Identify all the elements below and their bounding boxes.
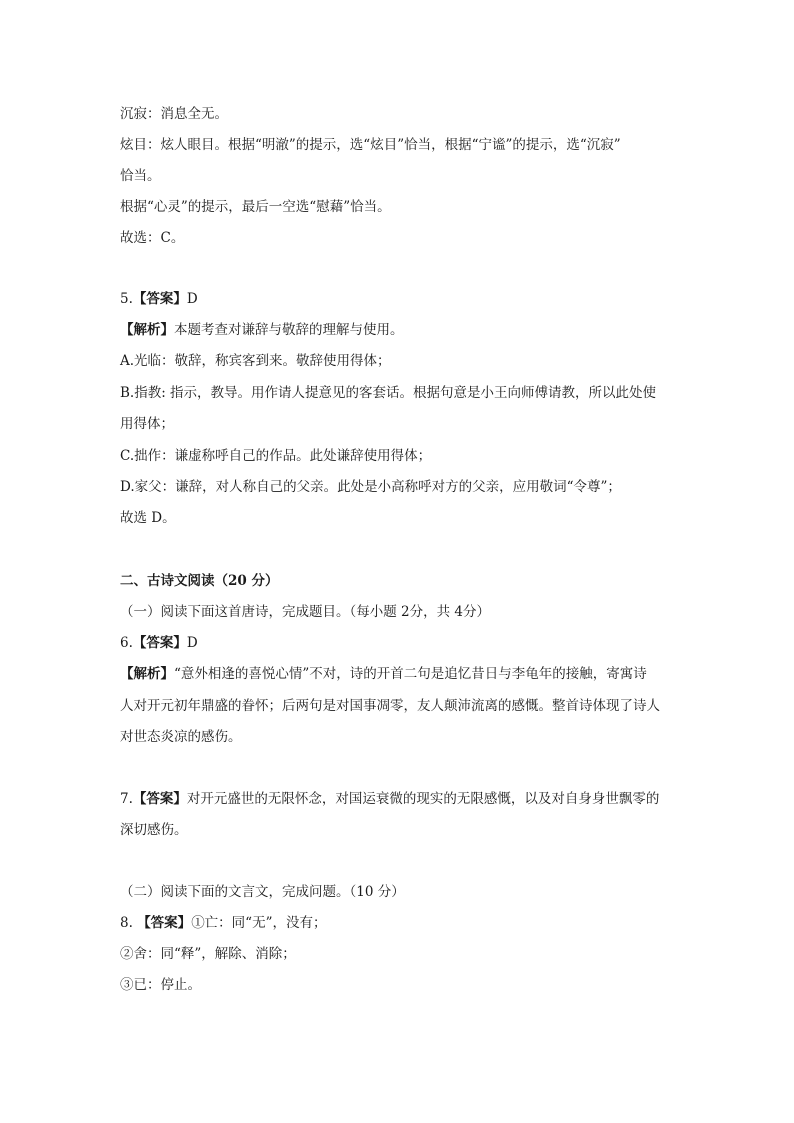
text-line: 恰当。 <box>120 168 161 184</box>
option-b: B.指教: 指示，教导。用作请人提意见的客套话。根据句意是小王向师傅请教，所以此处使 <box>120 385 657 401</box>
q7-answer-line <box>120 790 700 808</box>
q6-analysis-line <box>120 665 700 683</box>
text-line: 炫目：炫人眼目。根据“明澈”的提示，选“炫目”恰当，根据“宁谧”的提示，选“沉寂” <box>120 137 621 153</box>
answer-value: D <box>186 291 198 307</box>
q8-answer-line <box>120 914 700 932</box>
text-line: 人对开元初年鼎盛的眷怀；后两句是对国事凋零，友人颠沛流离的感慨。整首诗体现了诗人 <box>120 698 660 714</box>
answer-text: ①亡：同“无”，没有； <box>191 915 327 931</box>
answer-tag: 【答案】 <box>132 791 187 807</box>
answer-tag: 【答案】 <box>132 635 187 651</box>
answer-tag: 【答案】 <box>132 291 187 307</box>
text-line: 对世态炎凉的感伤。 <box>120 729 242 745</box>
text-line: ②舍：同“释”，解除、消除； <box>120 946 296 962</box>
answer-tag: 【答案】 <box>137 915 192 931</box>
subsection-title: （二）阅读下面的文言文，完成问题。（10 分） <box>120 884 405 900</box>
answer-value: D <box>186 635 198 651</box>
text-line: 根据“心灵”的提示，最后一空选“慰藉”恰当。 <box>120 199 391 215</box>
option-b-cont: 用得体； <box>120 416 174 432</box>
text-line: 深切感伤。 <box>120 822 188 838</box>
conclusion: 故选 D。 <box>120 510 176 526</box>
section-title: 二、古诗文阅读（20 分） <box>120 573 279 589</box>
answer-text: 对开元盛世的无限怀念，对国运衰微的现实的无限感慨，以及对自身身世飘零的 <box>186 791 660 807</box>
question-number: 7. <box>120 791 133 807</box>
q6-answer-line <box>120 634 700 652</box>
question-number: 5. <box>120 291 133 307</box>
q5-answer-line <box>120 290 700 308</box>
subsection-title: （一）阅读下面这首唐诗，完成题目。（每小题 2分，共 4分） <box>120 604 491 620</box>
analysis-tag: 【解析】 <box>120 322 174 338</box>
option-c: C.拙作：谦虚称呼自己的作品。此处谦辞使用得体； <box>120 448 432 464</box>
question-number: 6. <box>120 635 133 651</box>
analysis-tag: 【解析】 <box>120 666 174 682</box>
text-line: 沉寂：消息全无。 <box>120 106 228 122</box>
option-a: A.光临：敬辞，称宾客到来。敬辞使用得体； <box>120 353 391 369</box>
text-line: ③已：停止。 <box>120 977 201 993</box>
q5-analysis-line <box>120 321 700 339</box>
analysis-text: 本题考查对谦辞与敬辞的理解与使用。 <box>174 322 404 338</box>
analysis-text: “意外相逢的喜悦心情”不对，诗的开首二句是追忆昔日与李龟年的接触，寄寓诗 <box>174 666 647 682</box>
text-line: 故选：C。 <box>120 230 185 246</box>
question-number: 8. <box>120 915 133 931</box>
option-d: D.家父：谦辞，对人称自己的父亲。此处是小高称呼对方的父亲，应用敬词“令尊”； <box>120 479 621 495</box>
